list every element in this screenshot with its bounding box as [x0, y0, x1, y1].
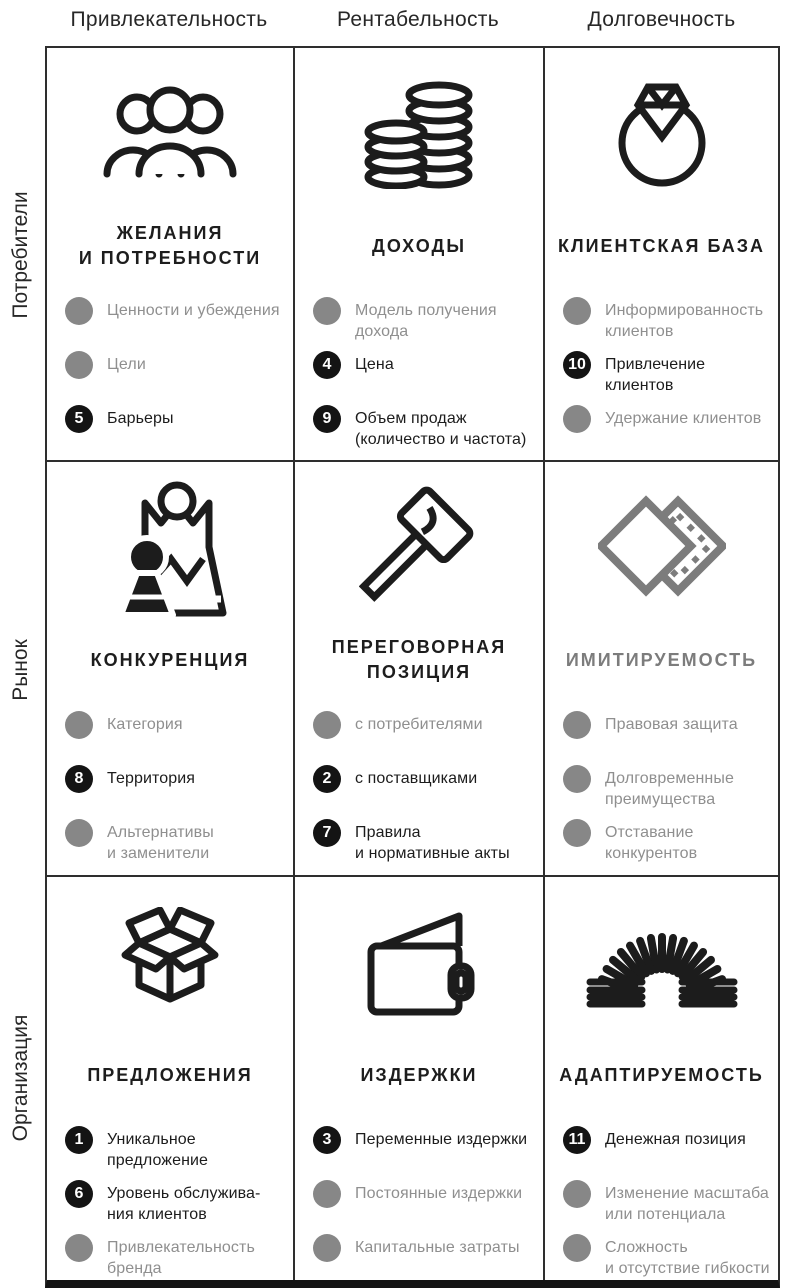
- gray-bullet-icon: [563, 819, 591, 847]
- item-text: Правила и нормативные акты: [355, 824, 510, 862]
- diamonds-icon: [598, 462, 726, 618]
- cell-title: КЛИЕНТСКАЯ БАЗА: [557, 235, 765, 256]
- item-text: Отставание конкурентов: [605, 824, 698, 862]
- item-text: Уникальное предложение: [107, 1131, 209, 1169]
- item-text: с потребителями: [355, 716, 483, 733]
- list-item: [563, 1183, 774, 1237]
- list-item: [65, 354, 289, 408]
- item-text: Денежная позиция: [605, 1131, 746, 1148]
- slinky-icon: [586, 877, 738, 1033]
- gray-bullet-icon: [563, 711, 591, 739]
- item-text: Объем продаж (количество и частота): [355, 410, 527, 448]
- item-text: Территория: [107, 770, 196, 787]
- list-item: [313, 1183, 539, 1237]
- list-item: [313, 822, 539, 876]
- cell-costs: [295, 877, 545, 1280]
- gray-bullet-icon: [313, 1180, 341, 1208]
- gray-bullet-icon: [563, 405, 591, 433]
- item-text: Барьеры: [107, 410, 174, 427]
- item-text: Сложность и отсутствие гибкости: [605, 1239, 770, 1277]
- gray-bullet-icon: [563, 1180, 591, 1208]
- item-text: Уровень обслужива- ния клиентов: [107, 1185, 261, 1223]
- item-text: Капитальные затраты: [355, 1239, 520, 1256]
- item-list: [47, 702, 293, 876]
- item-text: Цена: [355, 356, 394, 373]
- gray-bullet-icon: [65, 711, 93, 739]
- item-text: Правовая защита: [605, 716, 738, 733]
- item-list: [295, 702, 543, 876]
- numbered-bullet-icon: 9: [313, 405, 341, 433]
- list-item: [65, 1237, 289, 1280]
- list-item: [313, 714, 539, 768]
- column-headers: [45, 8, 780, 32]
- cell-negotiating-position: [295, 462, 545, 877]
- matrix-grid: [45, 46, 780, 1288]
- item-text: Привлечение клиентов: [605, 356, 706, 394]
- item-text: Привлекательность бренда: [107, 1239, 255, 1277]
- item-text: Переменные издержки: [355, 1131, 528, 1148]
- item-text: с поставщиками: [355, 770, 478, 787]
- item-text: Ценности и убеждения: [107, 302, 280, 319]
- item-list: [47, 288, 293, 462]
- row-header-market: Рынок: [9, 639, 32, 701]
- cell-imitability: [545, 462, 778, 877]
- list-item: [563, 1129, 774, 1183]
- cell-title: ДОХОДЫ: [372, 235, 466, 256]
- cell-title: ИМИТИРУЕМОСТЬ: [565, 649, 758, 670]
- list-item: [65, 1129, 289, 1183]
- gray-bullet-icon: [563, 765, 591, 793]
- gray-bullet-icon: [65, 351, 93, 379]
- cell-competition: [47, 462, 295, 877]
- cell-customer-base: [545, 48, 778, 462]
- gray-bullet-icon: [65, 819, 93, 847]
- cell-title: АДАПТИРУЕМОСТЬ: [559, 1064, 764, 1085]
- list-item: [65, 408, 289, 462]
- item-list: [295, 288, 543, 462]
- item-text: Изменение масштаба или потенциала: [605, 1185, 769, 1223]
- item-list: [545, 288, 778, 462]
- list-item: [563, 408, 774, 462]
- item-text: Цели: [107, 356, 146, 373]
- list-item: [313, 1237, 539, 1280]
- numbered-bullet-icon: 3: [313, 1126, 341, 1154]
- cell-offerings: [47, 877, 295, 1280]
- item-list: [47, 1117, 293, 1280]
- list-item: [65, 1183, 289, 1237]
- list-item: [313, 1129, 539, 1183]
- cell-title: ПРЕДЛОЖЕНИЯ: [87, 1064, 253, 1085]
- gray-bullet-icon: [313, 711, 341, 739]
- coins-icon: [363, 48, 475, 204]
- item-list: [295, 1117, 543, 1280]
- gray-bullet-icon: [65, 1234, 93, 1262]
- numbered-bullet-icon: 4: [313, 351, 341, 379]
- item-list: [545, 1117, 778, 1280]
- cell-title: ЖЕЛАНИЯ И ПОТРЕБНОСТИ: [78, 223, 262, 268]
- list-item: [65, 714, 289, 768]
- numbered-bullet-icon: 10: [563, 351, 591, 379]
- list-item: [563, 768, 774, 822]
- numbered-bullet-icon: 6: [65, 1180, 93, 1208]
- item-list: [545, 702, 778, 876]
- column-header-durability: Долговечность: [587, 8, 736, 31]
- gray-bullet-icon: [313, 297, 341, 325]
- open-box-icon: [108, 877, 232, 1033]
- list-item: [563, 354, 774, 408]
- numbered-bullet-icon: 8: [65, 765, 93, 793]
- item-text: Модель получения дохода: [355, 302, 497, 340]
- item-text: Долговременные преимущества: [605, 770, 734, 808]
- cell-revenues: [295, 48, 545, 462]
- item-text: Постоянные издержки: [355, 1185, 523, 1202]
- item-text: Информированность клиентов: [605, 302, 764, 340]
- list-item: [65, 300, 289, 354]
- list-item: [313, 768, 539, 822]
- gray-bullet-icon: [563, 1234, 591, 1262]
- gray-bullet-icon: [65, 297, 93, 325]
- gavel-icon: [359, 462, 479, 618]
- gray-bullet-icon: [313, 1234, 341, 1262]
- gray-bullet-icon: [563, 297, 591, 325]
- numbered-bullet-icon: 7: [313, 819, 341, 847]
- numbered-bullet-icon: 1: [65, 1126, 93, 1154]
- cell-title: ПЕРЕГОВОРНАЯ ПОЗИЦИЯ: [331, 637, 507, 682]
- cell-title: КОНКУРЕНЦИЯ: [90, 649, 250, 670]
- list-item: [313, 300, 539, 354]
- column-header-profitability: Рентабельность: [337, 8, 499, 31]
- row-header-organization: Организация: [9, 1014, 32, 1142]
- cell-desires-and-needs: [47, 48, 295, 462]
- cell-adaptability: [545, 877, 778, 1280]
- list-item: [563, 1237, 774, 1280]
- list-item: [563, 822, 774, 876]
- numbered-bullet-icon: 5: [65, 405, 93, 433]
- item-text: Удержание клиентов: [605, 410, 762, 427]
- people-group-icon: [103, 48, 237, 204]
- column-header-attractiveness: Привлекательность: [70, 8, 268, 31]
- wallet-icon: [363, 877, 475, 1033]
- cell-title: ИЗДЕРЖКИ: [360, 1064, 478, 1085]
- row-header-consumers: Потребители: [9, 191, 32, 319]
- item-text: Категория: [107, 716, 183, 733]
- item-text: Альтернативы и заменители: [107, 824, 214, 862]
- list-item: [65, 822, 289, 876]
- list-item: [65, 768, 289, 822]
- ring-icon: [616, 48, 708, 204]
- list-item: [563, 714, 774, 768]
- list-item: [313, 354, 539, 408]
- list-item: [313, 408, 539, 462]
- list-item: [563, 300, 774, 354]
- numbered-bullet-icon: 11: [563, 1126, 591, 1154]
- chess-icon: [111, 462, 229, 618]
- numbered-bullet-icon: 2: [313, 765, 341, 793]
